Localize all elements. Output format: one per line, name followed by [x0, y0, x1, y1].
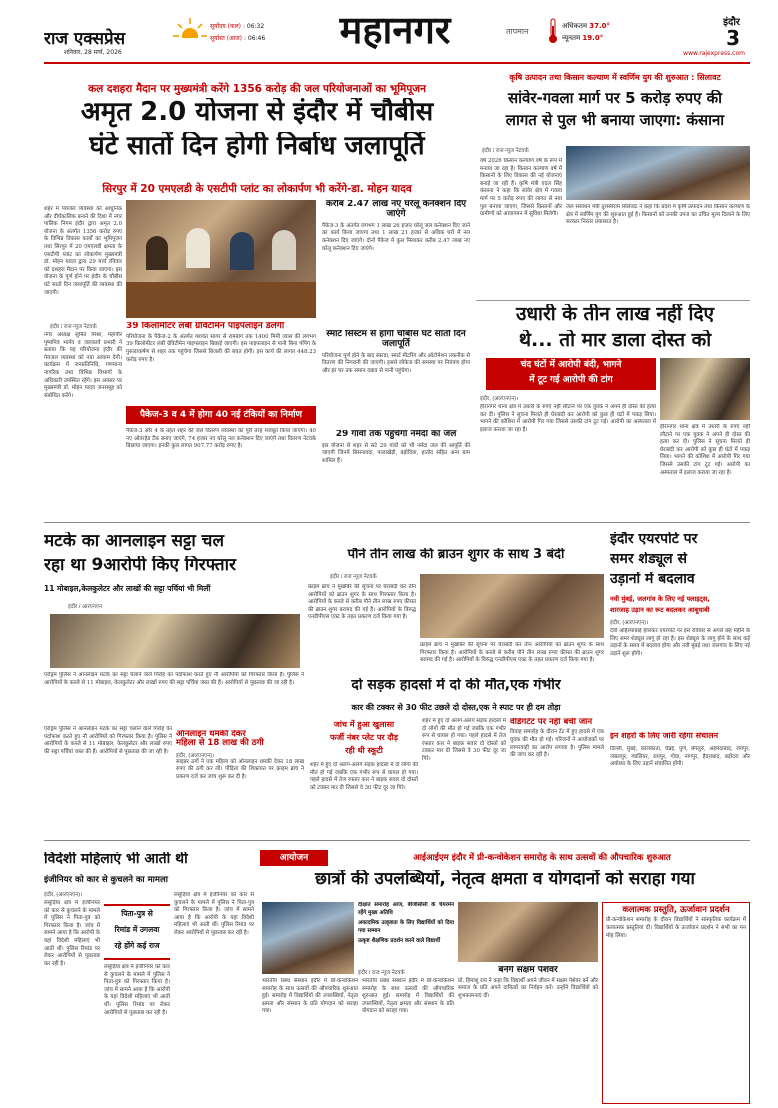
brand-logo: राज एक्सप्रेस: [44, 29, 126, 46]
foreign-headline-1: विदेशी महिलाएं भी आती थी: [44, 852, 188, 867]
sunset: सूर्यास्त (आज) : 06:46: [210, 35, 266, 42]
event-byline: इंदौर / राज न्यूज नेटवर्क: [358, 970, 405, 976]
event-box-2-title: कलात्मक प्रस्तुति, ऊर्जावान प्रदर्शन: [622, 905, 730, 915]
foreign-quote-1: पिता-पुत्र से: [121, 909, 153, 918]
farm-text: वर्ष 2026 किसान कल्याण वर्ष के रूप में मनाया जा रहा है। किसान कल्याण वर्ष में किसानों के लिए विकास की नई योजनाएं बनाई जा रही हैं। कृषि मंत्री एदल सिंह कंसाना ने कहा कि सांवेर क्षेत्र में गवला मार्ग पर 5 करोड़ रुपए की लागत से नया पुल बनाया जाएगा, जिससे किसानों और ग्रामीणों को आवागमन में सुविधा मिलेगी।: [480, 158, 562, 218]
lead-col1b: नगर अध्यक्ष सुमित मिश्रा, महापौर पुष्यमित्र भार्गव व जलकार्य प्रभारी ने बताया कि यह परियोजना इंदौर की पेयजल व्यवस्था को नया आयाम देगी। कार्यक्रम में जनप्रतिनिधि, गणमान्य नागरिक तथा विभिन्न विभागों के अधिकारी उपस्थित रहेंगे। इस अवसर पर मुख्यमंत्री डॉ. मोहन यादव जनसमूह को संबोधित करेंगे।: [44, 332, 122, 399]
event-photo: [262, 902, 354, 974]
murder-headline-2: थे... तो मार डाला दोस्त को: [518, 330, 712, 351]
city-name: इंदौर: [723, 17, 740, 28]
event-awards: [358, 902, 454, 974]
wedding-headline: वेडिंगटेंट पर नहीं बची जान: [510, 718, 593, 727]
lead-photo: [126, 200, 316, 318]
pipeline-text: परियोजना के पैकेज-2 के अंतर्गत यशवंत सागर से रामबाग तक 1400 मिमी व्यास की लगभग 39 किलोमीटर लंबी ग्रेविटीमेन पाइपलाइन बिछाई जाएगी। इस पाइपलाइन से पानी बिना पंपिंग के गुरुत्वाकर्षण से शहर तक पहुंचेगा जिससे बिजली की बचत होगी। इस कार्य की लागत 448.23 करोड़ रुपए है।: [126, 333, 316, 363]
farm-headline-2: लागत से पुल भी बनाया जाएगा: कंसाना: [505, 112, 725, 129]
masthead: [0, 0, 778, 64]
event-award-2: अकादमिक उत्कृष्टता के लिए विद्यार्थियों को दिया गया सम्मान: [358, 920, 454, 934]
tanks-text: पैकेज-3 और 4 के तहत शहर की जल वितरण व्यवस्था को पूरी तरह मजबूत किया जाएगा। 40 नए ओवरहेड टैंक बनाए जाएंगे, 74 हजार नए घरेलू नल कनेक्शन दिए जाएंगे तथा वितरण नेटवर्क बिछाया जाएगा। इनकी कुल लागत 907.77 करोड़ रुपए है।: [126, 428, 316, 450]
murder-subhead: [486, 358, 656, 390]
airport-subhead-1: नवी मुंबई, जलगांव के लिए नई फ्लाइट्स,: [610, 595, 710, 603]
lead-headline-2: घंटे सातों दिन होगी निर्बाध जलापूर्ति: [89, 132, 425, 161]
online-text: साइबर ठगों ने एक महिला को ऑनलाइन धमकी देकर 18 लाख रुपए की ठगी कर ली। पीड़िता की शिकायत पर क्राइम ब्रांच ने प्रकरण दर्ज कर जांच शुरू कर दी है।: [176, 758, 304, 780]
smart-title: स्मार्ट सिस्टम से होगी चौबीस घंटे सातों दिन जलापूर्ति: [326, 330, 466, 349]
event-award-3: उत्कृष्ट शैक्षणिक प्रदर्शन करने वाले विद्यार्थी: [358, 938, 441, 945]
conn-box: [322, 200, 470, 310]
foreign-headline-2: इंजीनियर को कार से कुचलने का मामला: [44, 875, 168, 885]
smart-text: परियोजना पूर्ण होने के बाद स्काडा, स्मार्ट मीटरिंग और ऑटोमेशन तकनीक से वितरण की निगरानी की जाएगी। इससे लीकेज की समस्या पर नियंत्रण होगा और हर घर तक समान दबाव से पानी पहुंचेगा।: [322, 352, 470, 374]
foreign-quote: [104, 904, 170, 960]
page-number: 3: [726, 26, 740, 50]
section-title: महानगर: [339, 7, 451, 52]
farm-kicker: कृषि उत्पादन तथा किसान कल्याण में स्वर्णिम युग की शुरुआत : सिलावट: [509, 73, 721, 82]
satta-text: एरोड्रम पुलिस ने आनलाइन मटके का सट्टा चलाने वाले गिरोह का पर्दाफाश करते हुए नौ आरोपियों को गिरफ्तार किया है। पुलिस ने आरोपियों के कब्जे से 11 मोबाइल, केलकुलेटर और लाखों रुपए की सट्टा पर्चियां जब्त की हैं। आरोपियों से पूछताछ की जा रही है।: [44, 672, 304, 686]
farm-byline: इंदौर / राज न्यूज नेटवर्क: [482, 148, 529, 154]
narmada-title: 29 गांवों तक पहुंचेगा नर्मदा का जल: [335, 430, 457, 439]
foreign-byline: इंदौर, (आरएनएन)।: [44, 892, 83, 898]
temp-label: तापमान: [506, 27, 529, 36]
sugar-text: क्राइम ब्रांच ने मुखबिर की सूचना पर घेराबंदी कर तीन आरोपियों को ब्राउन शुगर के साथ गिरफ्तार किया है। आरोपियों के कब्जे से करीब पौने तीन लाख रुपए कीमत की ब्राउन शुगर बरामद की गई है। आरोपियों के विरुद्ध एनडीपीएस एक्ट के तहत प्रकरण दर्ज किया गया है।: [308, 584, 416, 621]
accident-text: शहर में हुए दो अलग-अलग सड़क हादसों में दो लोगों की मौत हो गई जबकि एक गंभीर रूप से घायल हो गया। पहले हादसे में तेज रफ्तार कार ने बाइक सवार दो दोस्तों को टक्कर मार दी जिससे वे 30 फीट दूर जा गिरे।: [310, 762, 418, 791]
satta-subhead: 11 मोबाइल,केलकुलेटर और लाखों की सट्टा पर्चियां भी मिलीं: [44, 584, 211, 593]
lower-rule: [44, 840, 750, 841]
website: www.rajexpress.com: [683, 50, 745, 57]
accident-text-2: शहर में हुए दो अलग-अलग सड़क हादसों में दो लोगों की मौत हो गई जबकि एक गंभीर रूप से घायल हो गया। पहले हादसे में तेज रफ्तार कार ने बाइक सवार दो दोस्तों को टक्कर मार दी जिससे वे 30 फीट दूर जा गिरे।: [422, 718, 506, 762]
narmada-text: इस योजना से शहर से सटे 29 गांवों को भी नर्मदा जल की आपूर्ति की जाएगी जिनमें बिसनावदा, पालाखेड़ी, बड़ोदिया, हातोद सहित अन्य ग्राम शामिल हैं।: [322, 442, 470, 465]
satta-photo: [50, 614, 300, 668]
accident-box-1: जांच में हुआ खुलासा: [333, 720, 395, 729]
online-headline-2: महिला से 18 लाख की ठगी: [176, 738, 264, 749]
murder-sub-2: में टूट गई आरोपी की टांग: [529, 375, 613, 385]
event-box-1-title: बनेंगे सक्षम पेशेवर: [498, 966, 558, 975]
event-award-1: दीक्षांत समारोह आज, बीजीसीसी के चेयरमेन रहेंगे मुख्य अतिथि: [358, 902, 454, 916]
murder-photo: [660, 358, 750, 420]
online-byline: इंदौर, (आरएनएन)।: [176, 752, 215, 759]
satta-headline-1: मटके का आनलाइन सट्टा चल: [44, 532, 224, 551]
smart-box: [322, 330, 470, 422]
murder-headline-1: उधारी के तीन लाख नहीं दिए: [515, 304, 715, 325]
farm-headline-1: सांवेर-गवला मार्ग पर 5 करोड़ रुपए की: [507, 90, 723, 107]
accident-box-2: फर्जी नंबर प्लेट पर दौड़: [329, 733, 399, 742]
foreign-text-2: लसूड़िया क्षेत्र में इंजीनियर को कार से कुचलने के मामले में पुलिस ने पिता-पुत्र को गिरफ्तार किया है। जांच में सामने आया है कि आरोपी के यहां विदेशी महिलाएं भी आती थीं। पुलिस रिमांड पर लेकर आरोपियों से पूछताछ कर रही है।: [104, 964, 170, 1016]
event-photo-2: [458, 902, 598, 962]
airport-list-text: दिल्ली, मुंबई, कोलकाता, चेन्नई, पुणे, बेंगलुरु, अहमदाबाद, जयपुर, जबलपुर, ग्वालियर, रायपुर, गोवा, नागपुर, हैदराबाद, बड़ोदरा और अयोध्या के लिए उड़ानें संचालित होंगी।: [610, 746, 750, 768]
mid-rule: [44, 522, 750, 523]
accident-headline: दो सड़क हादसों में दो की मौत,एक गंभीर: [351, 678, 561, 693]
event-text: भारतीय प्रबंध संस्थान इंदौर में प्री-कन्वोकेशन समारोह के साथ उत्सवों की औपचारिक शुरुआत हुई। समारोह में विद्यार्थियों की उपलब्धियों, नेतृत्व क्षमता और संस्थान के प्रति योगदान को सराहा गया।: [262, 978, 358, 1015]
masthead-rule: [44, 62, 750, 64]
event-text-2: भारतीय प्रबंध संस्थान इंदौर में प्री-कन्वोकेशन समारोह के साथ उत्सवों की औपचारिक शुरुआत हुई। समारोह में विद्यार्थियों की उपलब्धियों, नेतृत्व क्षमता और संस्थान के प्रति योगदान को सराहा गया।: [362, 978, 454, 1015]
accident-subhead: कार की टक्कर से 30 फीट उछले दो दोस्त,एक ने स्पाट पर ही दम तोड़ा: [351, 703, 561, 712]
satta-text-2: एरोड्रम पुलिस ने आनलाइन मटके का सट्टा चलाने वाले गिरोह का पर्दाफाश करते हुए नौ आरोपियों को गिरफ्तार किया है। पुलिस ने आरोपियों के कब्जे से 11 मोबाइल, केलकुलेटर और लाखों रुपए की सट्टा पर्चियां जब्त की हैं। आरोपियों से पूछताछ की जा रही है।: [44, 726, 172, 755]
sun-icon: [172, 16, 208, 44]
murder-text: हीरानगर थाना क्षेत्र में उधारी के रुपए नहीं लौटाने पर एक युवक ने अपने ही दोस्त की हत्या कर दी। पुलिस ने सूचना मिलते ही घेराबंदी कर आरोपी को कुछ ही घंटों में पकड़ लिया। भागने की कोशिश में आरोपी गिर गया जिससे उसकी टांग टूट गई। आरोपी का अस्पताल में इलाज कराया जा रहा है।: [480, 404, 656, 433]
wedding-text: विवाह समारोह के दौरान टेंट में हुए हादसे में एक युवक की मौत हो गई। परिजनों ने आयोजकों पर लापरवाही का आरोप लगाया है। पुलिस मामले की जांच कर रही है।: [510, 729, 604, 759]
farm-photo: [566, 146, 750, 200]
sugar-headline: पौने तीन लाख की ब्राउन शुगर के साथ 3 बंदी: [347, 548, 565, 562]
online-box: [176, 730, 304, 834]
satta-byline: इंदौर / आरएनएन: [68, 604, 102, 610]
airport-byline: इंदौर, (आरएनएन)।: [610, 620, 649, 626]
lead-headline-1: अमृत 2.0 योजना से इंदौर में चौबीस: [80, 98, 434, 127]
airport-subhead-2: शारजाह उड़ान का रूट बदलकर आबूधाबी: [610, 606, 710, 614]
sunrise: सूर्योदय (कल) : 06:32: [210, 23, 265, 30]
farm-divider: [476, 300, 750, 301]
murder-sub-1: चंद घंटों में आरोपी बंदी, भागने: [520, 360, 622, 370]
event-box-1-text: प्रो. हिमांशु राय ने कहा कि विद्यार्थी अपने जीवन में सक्षम पेशेवर बनें और समाज के प्रति अपने दायित्वों का निर्वहन करें। उन्होंने विद्यार्थियों को शुभकामनाएं दीं।: [458, 977, 598, 1000]
event-headline: छात्रों की उपलब्धियों, नेतृत्व क्षमता व योगदानों को सराहा गया: [315, 870, 695, 889]
thermometer-icon: [548, 18, 558, 44]
issue-date: शनिवार, 28 मार्च, 2026: [64, 49, 122, 56]
murder-text-2: हीरानगर थाना क्षेत्र में उधारी के रुपए नहीं लौटाने पर एक युवक ने अपने ही दोस्त की हत्या कर दी। पुलिस ने सूचना मिलते ही घेराबंदी कर आरोपी को कुछ ही घंटों में पकड़ लिया। भागने की कोशिश में आरोपी गिर गया जिससे उसकी टांग टूट गई। आरोपी का अस्पताल में इलाज कराया जा रहा है।: [660, 424, 750, 476]
event-box-2: [602, 902, 750, 1104]
airport-headline-3: उड़ानों में बदलाव: [610, 572, 695, 587]
lead-byline: इंदौर / राज न्यूज नेटवर्क: [50, 324, 97, 330]
online-headline-1: ऑनलाइन धमकी देकर: [176, 730, 246, 739]
temp-max: अधिकतम 37.0°: [562, 22, 611, 30]
conn-title: करीब 2.47 लाख नए घरेलू कनेक्शन दिए जाएंगे: [325, 200, 467, 219]
airport-headline-2: समर शेड्यूल से: [610, 552, 688, 567]
pipeline-box: [126, 322, 316, 406]
accident-box: [310, 718, 418, 760]
airport-headline-1: इंदौर एयरपोर्ट पर: [610, 532, 698, 547]
foreign-quote-2: रिमांड में उगलवा: [114, 925, 160, 934]
sugar-text-2: क्राइम ब्रांच ने मुखबिर की सूचना पर घेराबंदी कर तीन आरोपियों को ब्राउन शुगर के साथ गिरफ्तार किया है। आरोपियों के कब्जे से करीब पौने तीन लाख रुपए कीमत की ब्राउन शुगर बरामद की गई है। आरोपियों के विरुद्ध एनडीपीएस एक्ट के तहत प्रकरण दर्ज किया गया है।: [420, 642, 604, 664]
sugar-photo: [420, 574, 604, 638]
foreign-text-3: लसूड़िया क्षेत्र में इंजीनियर को कार से कुचलने के मामले में पुलिस ने पिता-पुत्र को गिरफ्तार किया है। जांच में सामने आया है कि आरोपी के यहां विदेशी महिलाएं भी आती थीं। पुलिस रिमांड पर लेकर आरोपियों से पूछताछ कर रही है।: [174, 892, 254, 936]
murder-byline: इंदौर, (आरएनएन)।: [480, 396, 519, 402]
sugar-byline: इंदौर / राज न्यूज नेटवर्क: [330, 574, 377, 580]
lead-col1: शहर में पेयजल व्यवस्था को आधुनिक और दीर्घकालिक बनाने की दिशा में नगर पालिक निगम इंदौर द्वारा अमृत 2.0 योजना के अंतर्गत 1356 करोड़ रुपए के विभिन्न विकास कार्यों का भूमिपूजन तथा सिरपुर में 20 एमएलडी क्षमता के एसटीपी प्लांट का लोकार्पण मुख्यमंत्री डॉ. मोहन यादव द्वारा 29 मार्च रविवार को दशहरा मैदान पर किया जाएगा। इस योजना के पूर्ण होने पर इंदौर के चौबीस घंटे सातों दिन जलापूर्ति की व्यवस्था की जाएगी।: [44, 206, 122, 296]
event-label: आयोजन: [260, 850, 328, 866]
airport-list-title: इन शहरों के लिए जारी रहेगा संचालन: [610, 732, 719, 740]
event-box-1: [458, 966, 598, 1104]
airport-text: देवी अहिल्याबाई होलकर एयरपोर्ट पर इस रविवार से अगले छह महीने के लिए समर शेड्यूल लागू हो रहा है। इस शेड्यूल के लागू होने के साथ कई उड़ानों के समय में बदलाव होगा और नवी मुंबई तथा जलगांव के लिए नई उड़ानें शुरू होंगी।: [610, 628, 750, 657]
narmada-box: [322, 430, 470, 518]
tanks-banner: पैकेज-3 व 4 में होगा 40 नई टंकियों का निर्माण: [126, 406, 316, 424]
conn-text: पैकेज-3 के अंतर्गत लगभग 1 लाख 26 हजार घरेलू जल कनेक्शन दिए जाने का कार्य किया जाएगा तथा 1 लाख 21 हजार से अधिक घरों में नल कनेक्शन दिए जाएंगे। दोनों पैकेज में कुल मिलाकर करीब 2.47 लाख नए घरेलू कनेक्शन दिए जाएंगे।: [322, 222, 470, 252]
event-kicker: आईआईएम इंदौर में प्री-कन्वोकेशन समारोह के साथ उत्सवों की औपचारिक शुरुआत: [413, 853, 671, 863]
foreign-text: लसूड़िया क्षेत्र में इंजीनियर को कार से कुचलने के मामले में पुलिस ने पिता-पुत्र को गिरफ्तार किया है। जांच में सामने आया है कि आरोपी के यहां विदेशी महिलाएं भी आती थीं। पुलिस रिमांड पर लेकर आरोपियों से पूछताछ कर रही है।: [44, 900, 100, 967]
lead-subhead: सिरपुर में 20 एमएलडी के एसटीपी प्लांट का लोकार्पण भी करेंगे-डा. मोहन यादव: [102, 183, 412, 195]
pipeline-title: 39 किलोमीटर लंबी ग्रेविटीमेन पाइपलाइन डलेगी: [126, 322, 285, 331]
wedding-box: [510, 718, 604, 834]
farm-text-2: जल संसाधन मंत्री तुलसीराम सिलावट ने कहा कि प्रदेश में कृषि उत्पादन तथा किसान कल्याण के क्षेत्र में स्वर्णिम युग की शुरुआत हुई है। किसानों को उनकी उपज का उचित मूल्य दिलाने के लिए सरकार निरंतर प्रयासरत है।: [566, 204, 750, 226]
foreign-quote-3: रहे होंगे कई राज: [114, 941, 160, 950]
temp-min: न्यूनतम 19.0°: [562, 34, 604, 42]
event-box-2-text: प्री-कन्वोकेशन समारोह के दौरान विद्यार्थियों ने सांस्कृतिक कार्यक्रम में कलात्मक प्रस्तुतियां दीं। विद्यार्थियों के ऊर्जावान प्रदर्शन ने सभी का मन मोह लिया।: [606, 917, 746, 939]
lead-kicker: कल दशहरा मैदान पर मुख्यमंत्री करेंगे 1356 करोड़ की जल परियोजनाओं का भूमिपूजन: [44, 82, 470, 96]
satta-headline-2: रहा था 9आरोपी किए गिरफ्तार: [44, 556, 236, 575]
accident-box-3: रही थी स्कूटी: [345, 746, 383, 755]
